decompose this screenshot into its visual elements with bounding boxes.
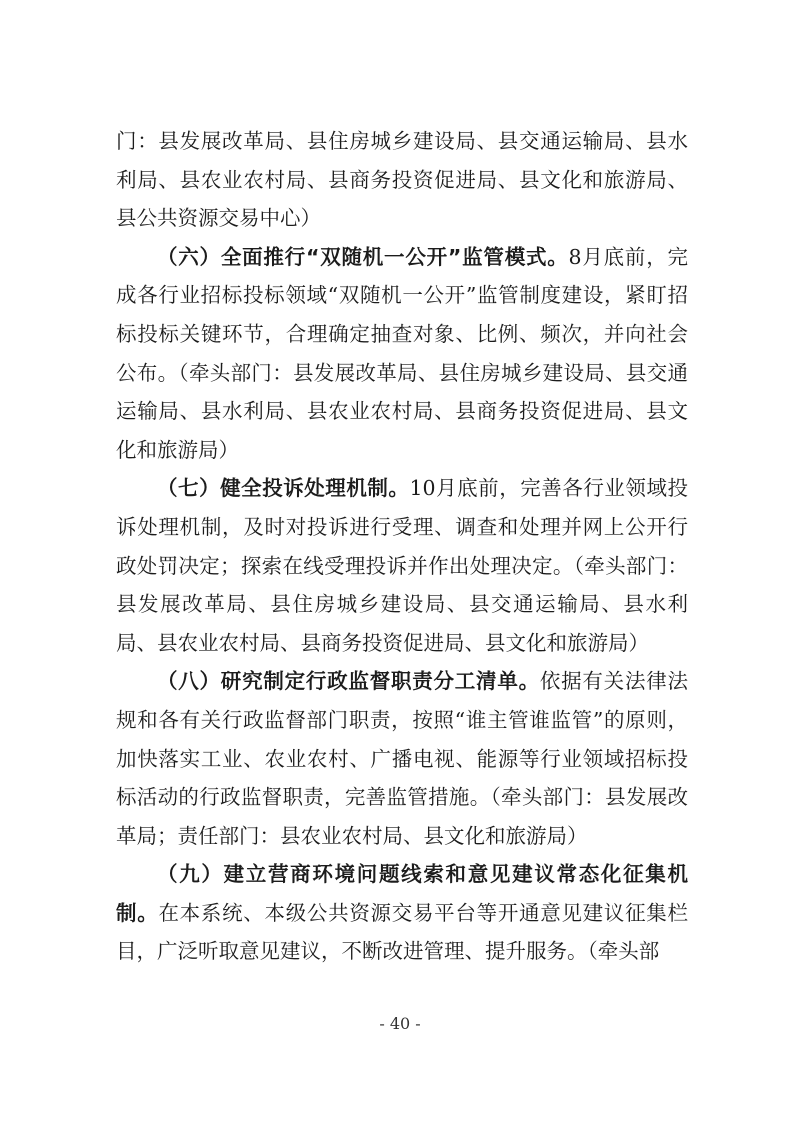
paragraph-continuation xyxy=(116,122,688,238)
paragraph-body: 门：县发展改革局、县住房城乡建设局、县交通运输局、县水利局、县农业农村局、县商务投资促进局、县文化和旅游局、县公共资源交易中心） xyxy=(116,129,688,231)
paragraph-item-6 xyxy=(116,238,688,470)
paragraph-heading: （九）建立营商环境问题线索和意见建议常态化征集机制。 xyxy=(116,862,688,925)
paragraph-body: 10月底前，完善各行业领域投诉处理机制，及时对投诉进行受理、调查和处理并网上公开行政处罚决定；探索在线受理投诉并作出处理决定。（牵头部门：县发展改革局、县住房城乡建设局、县交通运输局、县水利局、县农业农村局、县商务投资促进局、县文化和旅游局） xyxy=(116,476,688,655)
body-text xyxy=(116,122,688,971)
page-number: - 40 - xyxy=(379,1014,421,1033)
paragraph-item-7 xyxy=(116,469,688,662)
paragraph-body: 依据有关法律法规和各有关行政监督部门职责，按照“谁主管谁监管”的原则，加快落实工业、农业农村、广播电视、能源等行业领域招标投标活动的行政监督职责，完善监管措施。（牵头部门：县发展改革局；责任部门：县农业农村局、县文化和旅游局） xyxy=(116,669,688,848)
paragraph-heading: （八）研究制定行政监督职责分工清单。 xyxy=(157,669,540,694)
paragraph-heading: （七）健全投诉处理机制。 xyxy=(157,476,410,501)
paragraph-heading: （六）全面推行“双随机一公开”监管模式。 xyxy=(157,244,569,269)
paragraph-body: 8月底前，完成各行业招标投标领域“双随机一公开”监管制度建设，紧盯招标投标关键环节，合理确定抽查对象、比例、频次，并向社会公布。（牵头部门：县发展改革局、县住房城乡建设局、县交通运输局、县水利局、县农业农村局、县商务投资促进局、县文化和旅游局） xyxy=(116,244,688,462)
paragraph-body: 在本系统、本级公共资源交易平台等开通意见建议征集栏目，广泛听取意见建议，不断改进管理、提升服务。（牵头部 xyxy=(116,900,689,964)
paragraph-item-8 xyxy=(116,662,688,855)
paragraph-item-9 xyxy=(116,855,688,971)
